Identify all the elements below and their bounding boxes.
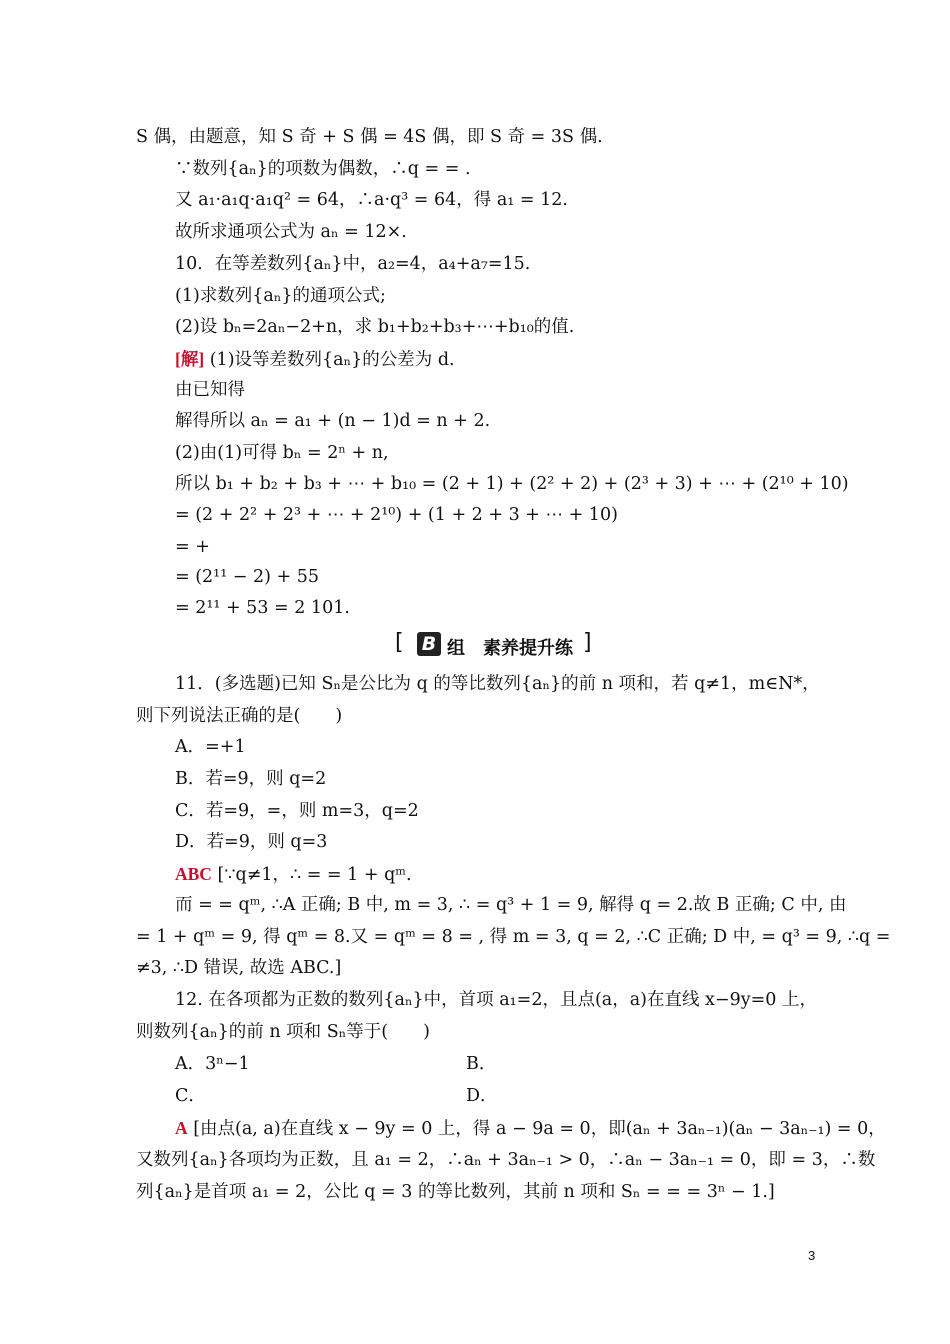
- answer-11: [175, 862, 412, 887]
- problem-10-part1: (1)求数列{aₙ}的通项公式;: [175, 286, 386, 306]
- answer-12: [175, 1116, 886, 1141]
- option-12-b: B．: [466, 1054, 497, 1074]
- line-2: ∵数列{aₙ}的项数为偶数，∴q = = .: [175, 159, 471, 179]
- answer-12-line2: 又数列{aₙ}各项均为正数，且 a₁ = 2，∴aₙ + 3aₙ₋₁ > 0，∴aₙ − 3aₙ₋₁ = 0，即 = 3，∴数: [136, 1150, 876, 1170]
- solution-10-line1: [175, 347, 455, 372]
- line-sum: 所以 b₁ + b₂ + b₃ + ⋯ + b₁₀ = (2 + 1) + (2² + 2) + (2³ + 3) + ⋯ + (2¹⁰ + 10): [175, 474, 849, 494]
- solution-text: (1)设等差数列{aₙ}的公差为 d.: [209, 350, 455, 370]
- answer-11-line3: = 1 + qᵐ = 9, 得 qᵐ = 8.又 = qᵐ = 8 = , 得 m = 3, q = 2, ∴C 正确; D 中, = q³ = 9, ∴q =: [136, 927, 891, 947]
- option-12-d: D．: [466, 1086, 498, 1106]
- line-eq3: = (2¹¹ − 2) + 55: [175, 567, 320, 587]
- answer-11-line4: ≠3, ∴D 错误, 故选 ABC.]: [136, 958, 342, 978]
- line-solve: 解得所以 aₙ = a₁ + (n − 1)d = n + 2.: [175, 411, 491, 431]
- line-1: S 偶，由题意，知 S 奇 + S 偶 = 4S 偶，即 S 奇 = 3S 偶.: [136, 127, 603, 147]
- problem-11-cont: 则下列说法正确的是( ): [136, 706, 343, 726]
- answer-12-text: [由点(a, a)在直线 x − 9y = 0 上，得 a − 9a = 0，即(aₙ + 3aₙ₋₁)(aₙ − 3aₙ₋₁) = 0，: [193, 1119, 886, 1139]
- option-11-d: D．若=9，则 q=3: [175, 832, 328, 852]
- line-eq4: = 2¹¹ + 53 = 2 101.: [175, 598, 350, 618]
- line-part2: (2)由(1)可得 bₙ = 2ⁿ + n,: [175, 443, 389, 463]
- problem-12: 12. 在各项都为正数的数列{aₙ}中，首项 a₁=2，且点(a，a)在直线 x−9y=0 上，: [175, 990, 817, 1010]
- line-4: 故所求通项公式为 aₙ = 12×.: [175, 222, 407, 242]
- option-12-c: C．: [175, 1086, 206, 1106]
- option-11-a: A．=+1: [175, 737, 246, 757]
- problem-10: 10．在等差数列{aₙ}中，a₂=4，a₄+a₇=15.: [175, 254, 531, 274]
- answer-12-line3: 列{aₙ}是首项 a₁ = 2，公比 q = 3 的等比数列，其前 n 项和 Sₙ = = = 3ⁿ − 1.]: [136, 1182, 775, 1202]
- section-open-bracket: [: [395, 630, 404, 655]
- problem-10-part2: (2)设 bₙ=2aₙ−2+n，求 b₁+b₂+b₃+⋯+b₁₀的值.: [175, 317, 575, 337]
- line-eq1: = (2 + 2² + 2³ + ⋯ + 2¹⁰) + (1 + 2 + 3 + ⋯ + 10): [175, 505, 618, 525]
- option-11-b: B．若=9，则 q=2: [175, 769, 327, 789]
- page-number: 3: [808, 1248, 816, 1263]
- line-eq2: = +: [175, 537, 210, 557]
- option-11-c: C．若=9，=，则 m=3，q=2: [175, 801, 419, 821]
- answer-12-label: A: [175, 1118, 188, 1138]
- section-header: [395, 630, 595, 660]
- section-close-bracket: ]: [583, 630, 592, 655]
- problem-11: 11．(多选题)已知 Sₙ是公比为 q 的等比数列{aₙ}的前 n 项和，若 q≠1，m∈N*，: [175, 674, 820, 694]
- solution-label: [解]: [175, 349, 205, 369]
- problem-12-cont: 则数列{aₙ}的前 n 项和 Sₙ等于( ): [136, 1022, 430, 1042]
- answer-11-line2: 而 = = qᵐ, ∴A 正确; B 中, m = 3, ∴ = q³ + 1 = 9, 解得 q = 2.故 B 正确; C 中, 由: [175, 895, 847, 915]
- line-3: 又 a₁·a₁q·a₁q² = 64，∴a·q³ = 64，得 a₁ = 12.: [175, 190, 568, 210]
- answer-11-label: ABC: [175, 864, 212, 884]
- section-letter-badge: B: [417, 632, 441, 656]
- section-title: 组 素养提升练: [447, 638, 573, 659]
- answer-11-text: [∵q≠1，∴ = = 1 + qᵐ.: [217, 865, 412, 885]
- option-12-a: A．3ⁿ−1: [175, 1054, 250, 1074]
- line-known: 由已知得: [175, 380, 245, 400]
